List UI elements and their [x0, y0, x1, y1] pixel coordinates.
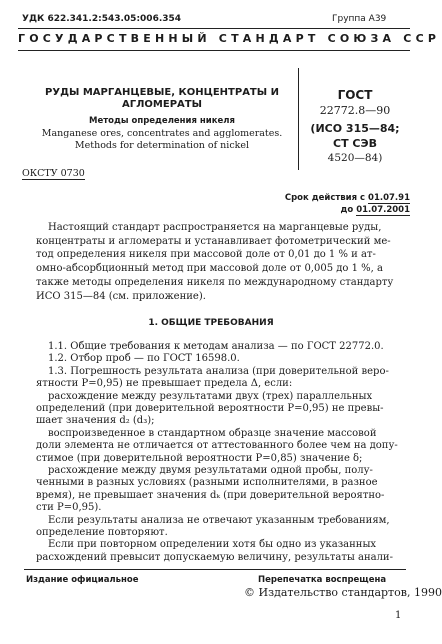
- gost-label: ГОСТ: [337, 88, 373, 102]
- group-code: Группа А39: [332, 14, 387, 24]
- validity-from-date: 01.07.91: [368, 193, 410, 203]
- gost-iso-ref: (ИСО 315—84;: [310, 122, 400, 135]
- header-rule-top: [18, 28, 410, 29]
- copyright-notice: © Издательство стандартов, 1990: [244, 586, 442, 599]
- page-number: 1: [395, 610, 402, 621]
- title-ru-line1: РУДЫ МАРГАНЦЕВЫЕ, КОНЦЕНТРАТЫ И: [45, 87, 279, 98]
- footer-rule: [24, 569, 406, 570]
- title-en-line2: Methods for determination of nickel: [74, 140, 250, 151]
- header-rule-bottom: [18, 50, 410, 51]
- text-line: определений (при доверительной вероятности P=0,95) не превы-: [36, 403, 384, 414]
- text-line: определение повторяют.: [36, 527, 168, 538]
- text-line: Настоящий стандарт распространяется на марганцевые руды,: [48, 222, 382, 233]
- okstu-code: ОКСТУ 0730: [22, 168, 85, 179]
- text-line: расхождений превысит допускаемую величину, результаты анали-: [36, 551, 393, 563]
- text-line: шает значения d₂ (d₃);: [36, 415, 155, 427]
- text-line: сти P=0,95).: [36, 502, 102, 514]
- validity-from: [285, 193, 410, 203]
- gost-st-sev: СТ СЭВ: [333, 137, 377, 150]
- text-line: Если результаты анализа не отвечают указанным требованиям,: [48, 514, 390, 526]
- validity-to-prefix: до: [340, 205, 357, 215]
- text-line: Если при повторном определении хотя бы одно из указанных: [48, 539, 377, 551]
- official-edition: Издание официальное: [26, 575, 139, 585]
- reprint-prohibited: Перепечатка воспрещена: [258, 575, 387, 585]
- gost-number: 22772.8—90: [319, 104, 391, 117]
- text-line: расхождение между двумя результатами одной пробы, полу-: [48, 465, 373, 476]
- text-line: 1.1. Общие требования к методам анализа — по ГОСТ 22772.0.: [48, 341, 384, 352]
- text-line: доли элемента не отличается от аттестованного более чем на допу-: [36, 440, 398, 452]
- text-line: 1.3. Погрешность результата анализа (при доверительной веро-: [48, 365, 389, 377]
- text-line: воспроизведенное в стандартном образце значение массовой: [48, 427, 377, 439]
- title-en-line1: Manganese ores, concentrates and agglomerates.: [41, 128, 283, 139]
- udk-code: УДК 622.341.2:543.05:006.354: [22, 14, 182, 24]
- validity-from-prefix: Срок действия с: [284, 193, 369, 203]
- gost-sev-number: 4520—84): [327, 152, 383, 164]
- text-line: также методы определения никеля по международному стандарту: [36, 276, 394, 288]
- title-ru-subtitle: Методы определения никеля: [89, 116, 235, 126]
- text-line: 1.2. Отбор проб — по ГОСТ 16598.0.: [48, 353, 240, 365]
- text-line: ченными в разных условиях (разными исполнителями, в разное: [36, 477, 378, 489]
- section-title: 1. ОБЩИЕ ТРЕБОВАНИЯ: [148, 318, 274, 328]
- text-line: ятности P=0,95) не превышает предела Δ, если:: [36, 378, 293, 390]
- text-line: концентраты и агломераты и устанавливает фотометрический ме-: [36, 235, 391, 247]
- title-ru-line2: АГЛОМЕРАТЫ: [122, 99, 202, 110]
- validity-to: [341, 205, 410, 215]
- text-line: омно-абсорбционный метод при массовой доле от 0,005 до 1 %, а: [36, 263, 383, 275]
- text-line: расхождение между результатами двух (трех) параллельных: [48, 390, 373, 402]
- text-line: тод определения никеля при массовой доле от 0,01 до 1 % и ат-: [36, 249, 376, 261]
- text-line: время), не превышает значения dₖ (при доверительной вероятно-: [36, 489, 385, 501]
- validity-to-date: 01.07.2001: [356, 205, 410, 215]
- text-line: стимое (при доверительной вероятности P=0,85) значение δ;: [36, 452, 363, 464]
- title-divider: [298, 68, 299, 170]
- state-standard-banner: ГОСУДАРСТВЕННЫЙ СТАНДАРТ СОЮЗА ССР: [18, 32, 441, 45]
- text-line: ИСО 315—84 (см. приложение).: [36, 290, 206, 302]
